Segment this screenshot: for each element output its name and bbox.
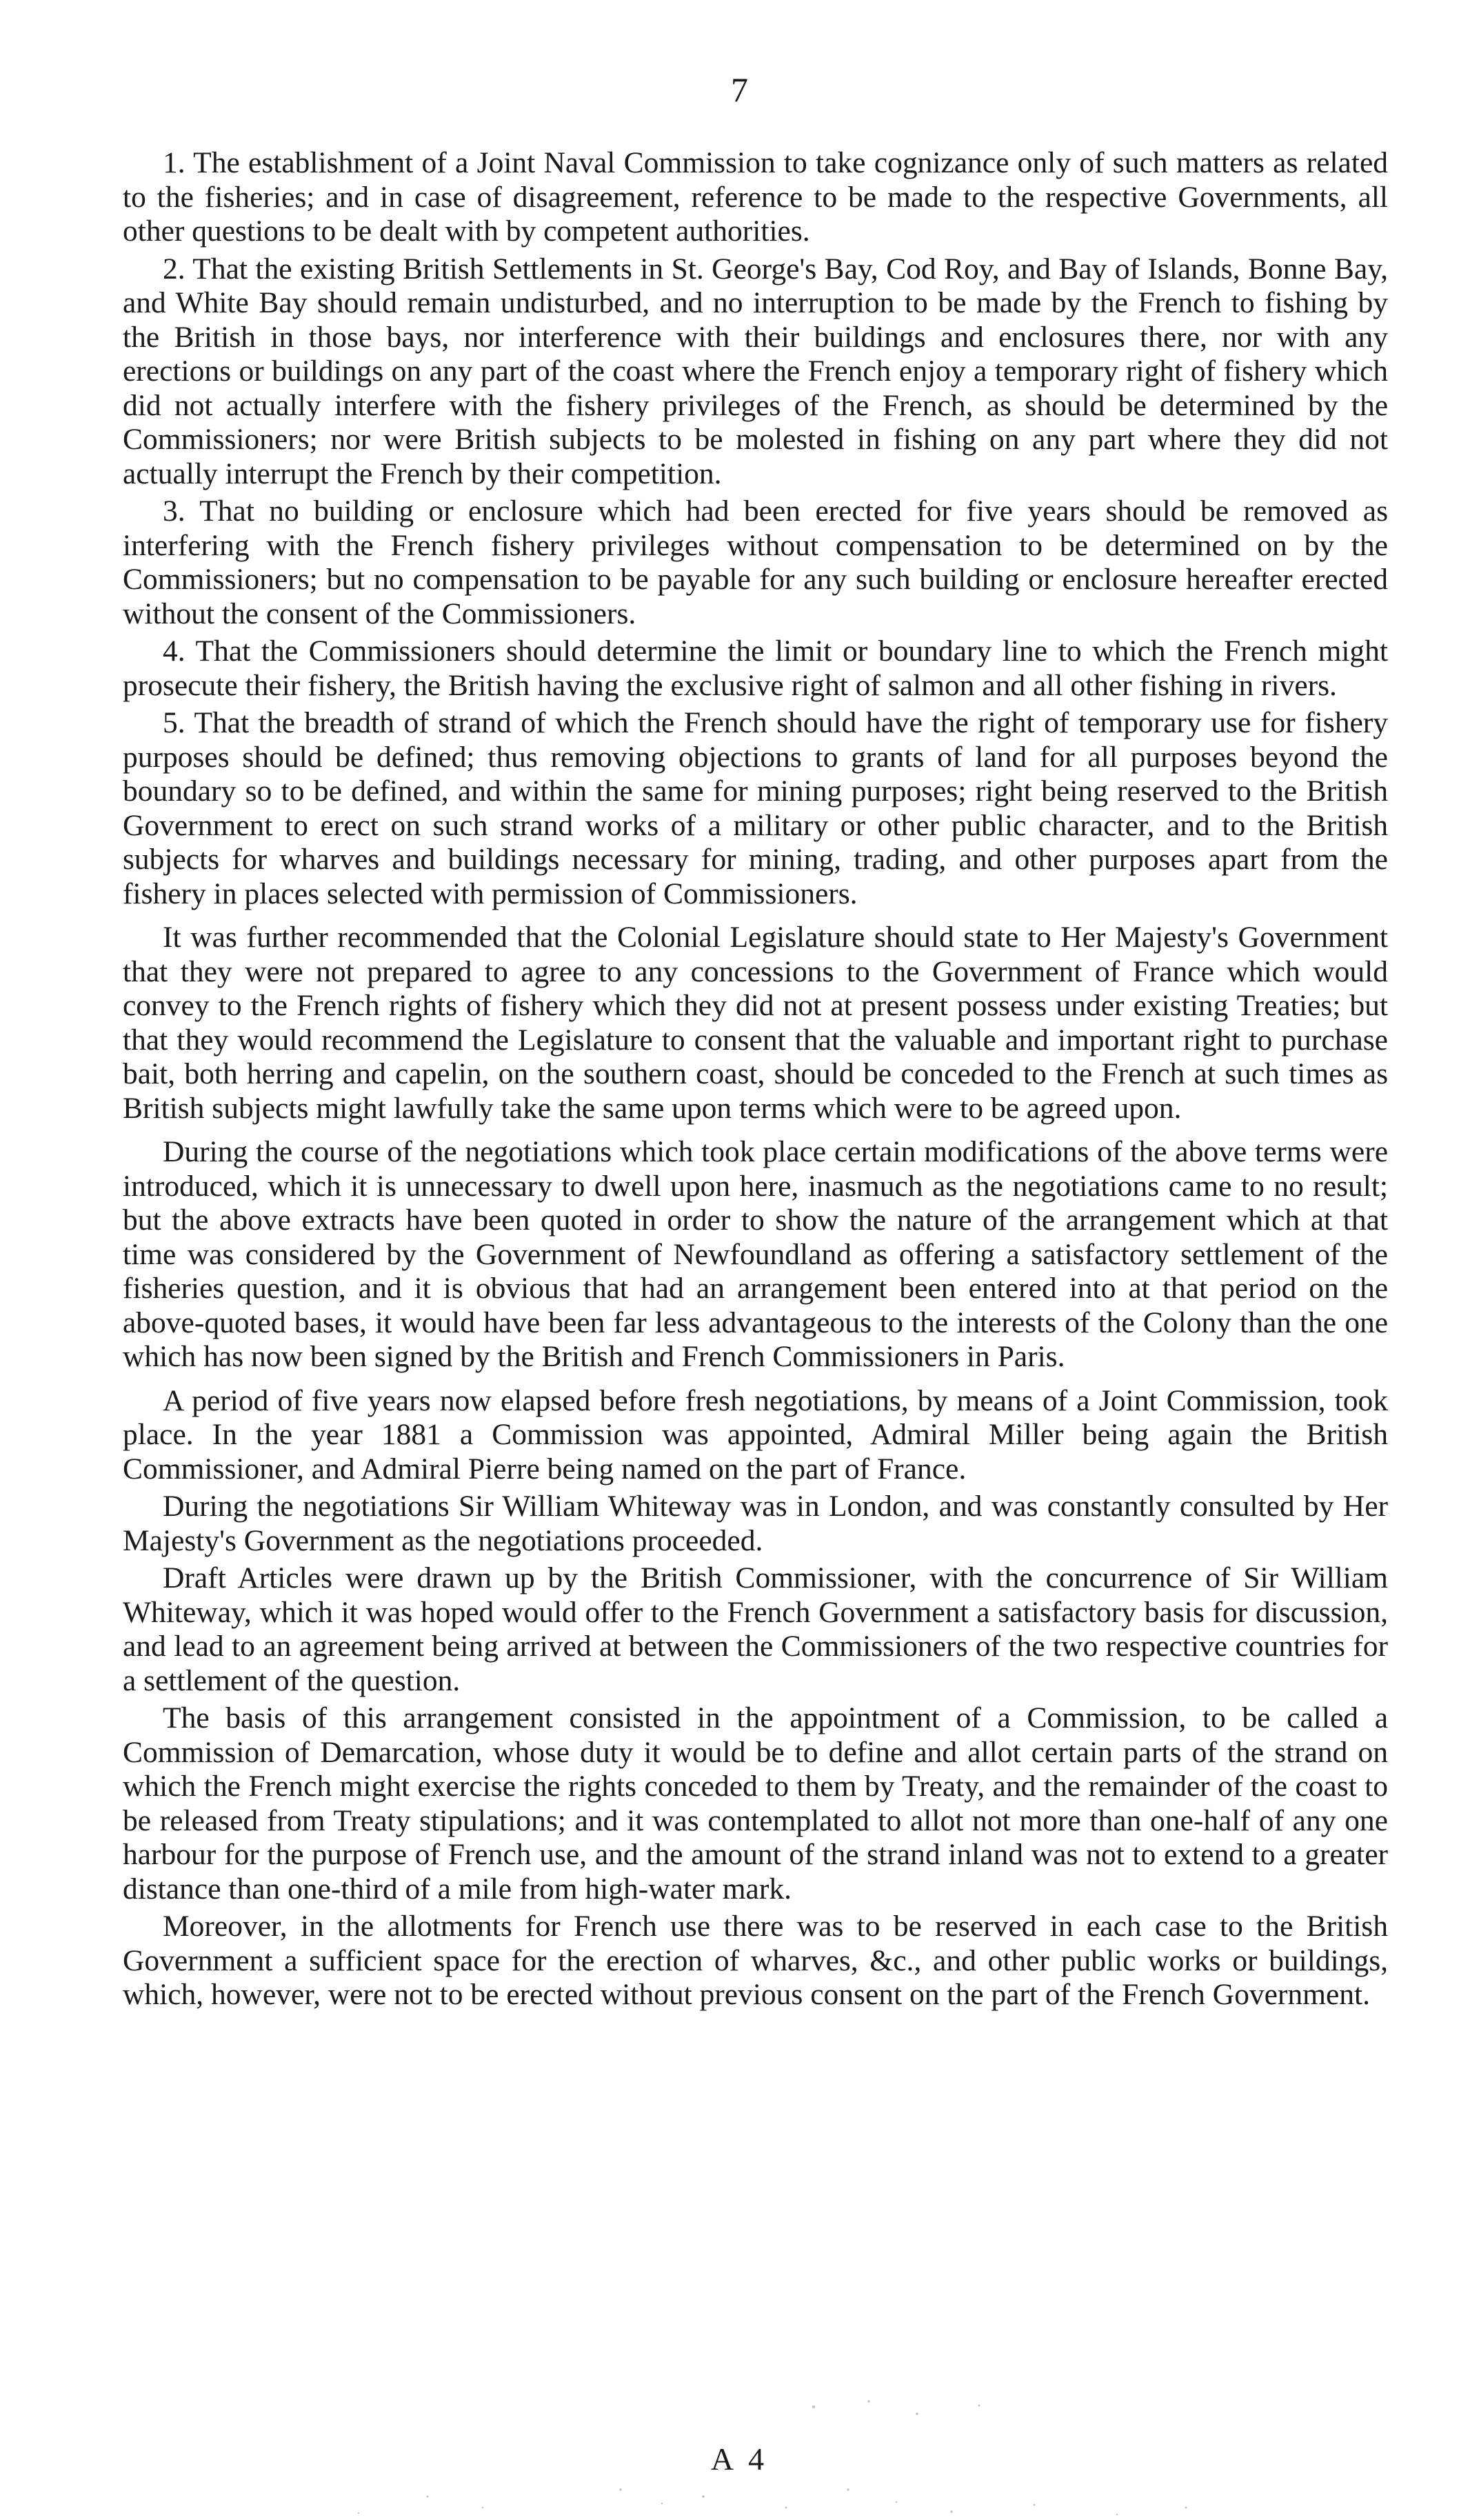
- paragraph-article-5: 5. That the breadth of strand of which the French should have the right of temporary use for fishery purposes should be defined; thus removing objections to grants of land for all purposes beyond the boundary so to be defined, and within the same for mining purposes; right being reserved to the British Government to erect on such strand works of a military or other public character, and to the British subjects for wharves and buildings necessary for mining, trading, and other purposes apart from the fishery in places selected with permission of Commissioners.: [123, 706, 1388, 910]
- paragraph-recommendation: It was further recommended that the Colonial Legislature should state to Her Majesty's Government that they were not prepared to agree to any concessions to the Government of France which would convey to the French rights of fishery which they did not at present possess under existing Treaties; but that they would recommend the Legislature to consent that the valuable and important right to purchase bait, both herring and capelin, on the southern coast, should be conceded to the French at such times as British subjects might lawfully take the same upon terms which were to be agreed upon.: [123, 921, 1388, 1125]
- page-number: 7: [731, 70, 748, 109]
- paragraph-allotments: Moreover, in the allotments for French use there was to be reserved in each case to the British Government a sufficient space for the erection of wharves, &c., and other public works or buildings, which, however, were not to be erected without previous consent on the part of the French Government.: [123, 1910, 1388, 2011]
- body-text: [123, 146, 1388, 2016]
- paragraph-whiteway: During the negotiations Sir William Whiteway was in London, and was constantly consulted by Her Majesty's Government as the negotiations proceeded.: [123, 1490, 1388, 1557]
- paragraph-article-2: 2. That the existing British Settlements in St. George's Bay, Cod Roy, and Bay of Islands, Bonne Bay, and White Bay should remain undisturbed, and no interruption to be made by the French to fishing by the British in those bays, nor interference with their buildings and enclosures there, nor with any erections or buildings on any part of the coast where the French enjoy a temporary right of fishery which did not actually interfere with the fishery privileges of the French, as should be determined by the Commissioners; nor were British subjects to be molested in fishing on any part where they did not actually interrupt the French by their competition.: [123, 252, 1388, 490]
- paragraph-period: A period of five years now elapsed before fresh negotiations, by means of a Joint Commission, took place. In the year 1881 a Commission was appointed, Admiral Miller being again the British Commissioner, and Admiral Pierre being named on the part of France.: [123, 1383, 1388, 1486]
- printer-signature-mark: A 4: [710, 2441, 769, 2477]
- paragraph-negotiations: During the course of the negotiations which took place certain modifications of the above terms were introduced, which it is unnecessary to dwell upon here, inasmuch as the negotiations came to no result; but the above extracts have been quoted in order to show the nature of the arrangement which at that time was considered by the Government of Newfoundland as offering a satisfactory settlement of the fisheries question, and it is obvious that had an arrangement been entered into at that period on the above-quoted bases, it would have been far less advantageous to the interests of the Colony than the one which has now been signed by the British and French Commissioners in Paris.: [123, 1135, 1388, 1373]
- paragraph-article-4: 4. That the Commissioners should determine the limit or boundary line to which the French might prosecute their fishery, the British having the exclusive right of salmon and all other fishing in rivers.: [123, 634, 1388, 702]
- paragraph-article-1: 1. The establishment of a Joint Naval Commission to take cognizance only of such matters as related to the fisheries; and in case of disagreement, reference to be made to the respective Governments, all other questions to be dealt with by competent authorities.: [123, 146, 1388, 248]
- paragraph-basis: The basis of this arrangement consisted in the appointment of a Commission, to be called a Commission of Demarcation, whose duty it would be to define and allot certain parts of the strand on which the French might exercise the rights conceded to them by Treaty, and the remainder of the coast to be released from Treaty stipulations; and it was contemplated to allot not more than one-half of any one harbour for the purpose of French use, and the amount of the strand inland was not to extend to a greater distance than one-third of a mile from high-water mark.: [123, 1701, 1388, 1906]
- paragraph-article-3: 3. That no building or enclosure which had been erected for five years should be removed as interfering with the French fishery privileges without compensation to be determined on by the Commissioners; but no compensation to be payable for any such building or enclosure hereafter erected without the consent of the Commissioners.: [123, 494, 1388, 630]
- paragraph-draft-articles: Draft Articles were drawn up by the British Commissioner, with the concurrence of Sir William Whiteway, which it was hoped would offer to the French Government a satisfactory basis for discussion, and lead to an agreement being arrived at between the Commissioners of the two respective countries for a settlement of the question.: [123, 1561, 1388, 1697]
